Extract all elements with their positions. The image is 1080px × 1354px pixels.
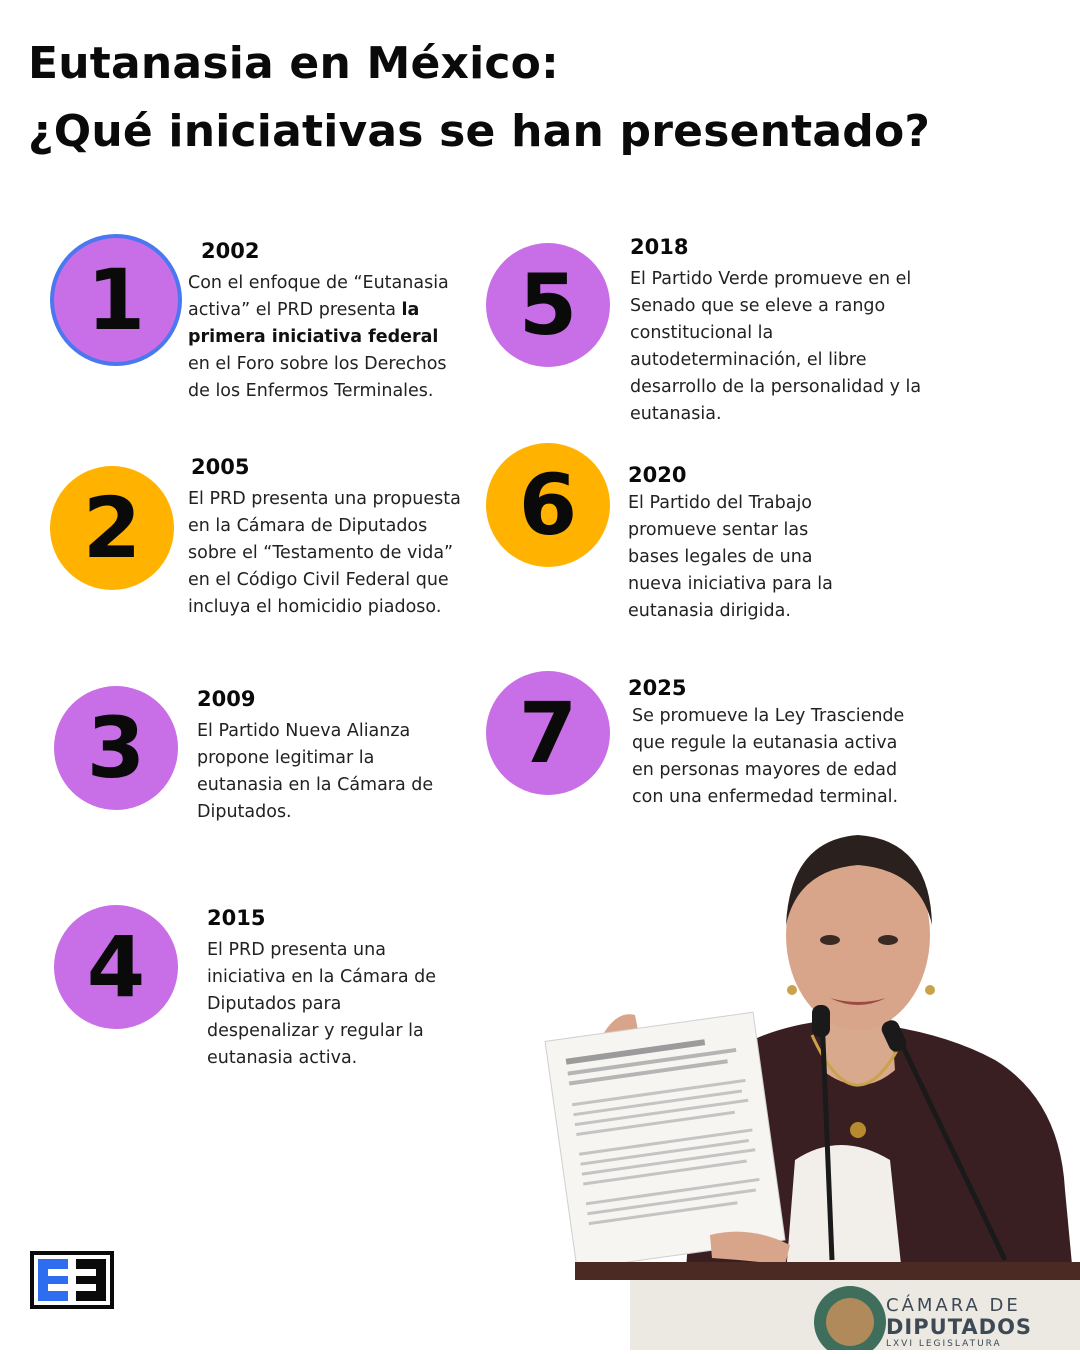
- podium-label: [886, 1296, 1076, 1350]
- title-line-1: Eutanasia en México:: [28, 38, 559, 89]
- number-1: 1: [86, 251, 146, 349]
- podium-line-2: DIPUTADOS: [886, 1315, 1033, 1339]
- timeline-item-3: [197, 686, 447, 826]
- speaker-photo: [540, 830, 1080, 1350]
- number-4: 4: [86, 918, 146, 1016]
- item-description: El Partido Verde promueve en el Senado que se eleve a rango constitucional la autodeterminación, el libre desarrollo de la personalidad y la eutanasia.: [630, 269, 922, 424]
- timeline-item-6: [628, 462, 848, 625]
- number-circle-6: [486, 443, 610, 567]
- ee-logo-mark: [34, 1255, 110, 1305]
- item-description: El Partido Nueva Alianza propone legitimar la eutanasia en la Cámara de Diputados.: [197, 721, 434, 822]
- number-6: 6: [518, 456, 578, 554]
- number-circle-4: [54, 905, 178, 1029]
- timeline-item-2: [188, 454, 463, 621]
- highlight-text: la primera iniciativa federal: [188, 300, 439, 347]
- title-line-2: ¿Qué iniciativas se han presentado?: [28, 106, 931, 157]
- podium-line-1: CÁMARA DE: [886, 1295, 1021, 1316]
- number-5: 5: [518, 256, 578, 354]
- item-description: El PRD presenta una iniciativa en la Cámara de Diputados para despenalizar y regular la eutanasia activa.: [207, 940, 437, 1068]
- number-circle-1: [54, 238, 178, 362]
- number-circle-7: [486, 671, 610, 795]
- number-7: 7: [518, 684, 578, 782]
- number-2: 2: [82, 479, 142, 577]
- year-label: 2025: [628, 676, 687, 700]
- year-label: 2009: [197, 687, 256, 711]
- item-description: El PRD presenta una propuesta en la Cámara de Diputados sobre el “Testamento de vida” en el Código Civil Federal que incluya el homicidio piadoso.: [188, 489, 461, 617]
- year-label: 2002: [201, 239, 260, 263]
- timeline-item-7: [628, 675, 918, 811]
- number-circle-2: [50, 466, 174, 590]
- number-circle-5: [486, 243, 610, 367]
- ee-logo-icon: [30, 1251, 114, 1309]
- timeline-item-5: [630, 234, 930, 428]
- podium-line-3: LXVI LEGISLATURA: [886, 1339, 1002, 1349]
- number-3: 3: [86, 699, 146, 797]
- number-circle-3: [54, 686, 178, 810]
- timeline-item-1: [188, 238, 460, 405]
- item-description: Con el enfoque de “Eutanasia activa” el PRD presenta la primera iniciativa federal en el Foro sobre los Derechos de los Enfermos Terminales.: [188, 273, 449, 401]
- year-label: 2020: [628, 463, 687, 487]
- timeline-item-4: [207, 905, 447, 1072]
- item-description: El Partido del Trabajo promueve sentar las bases legales de una nueva iniciativa para la eutanasia dirigida.: [628, 493, 833, 621]
- year-label: 2018: [630, 235, 689, 259]
- year-label: 2005: [191, 455, 250, 479]
- page-title: [28, 30, 930, 166]
- item-description: Se promueve la Ley Trasciende que regule la eutanasia activa en personas mayores de edad con una enfermedad terminal.: [632, 706, 905, 807]
- year-label: 2015: [207, 906, 266, 930]
